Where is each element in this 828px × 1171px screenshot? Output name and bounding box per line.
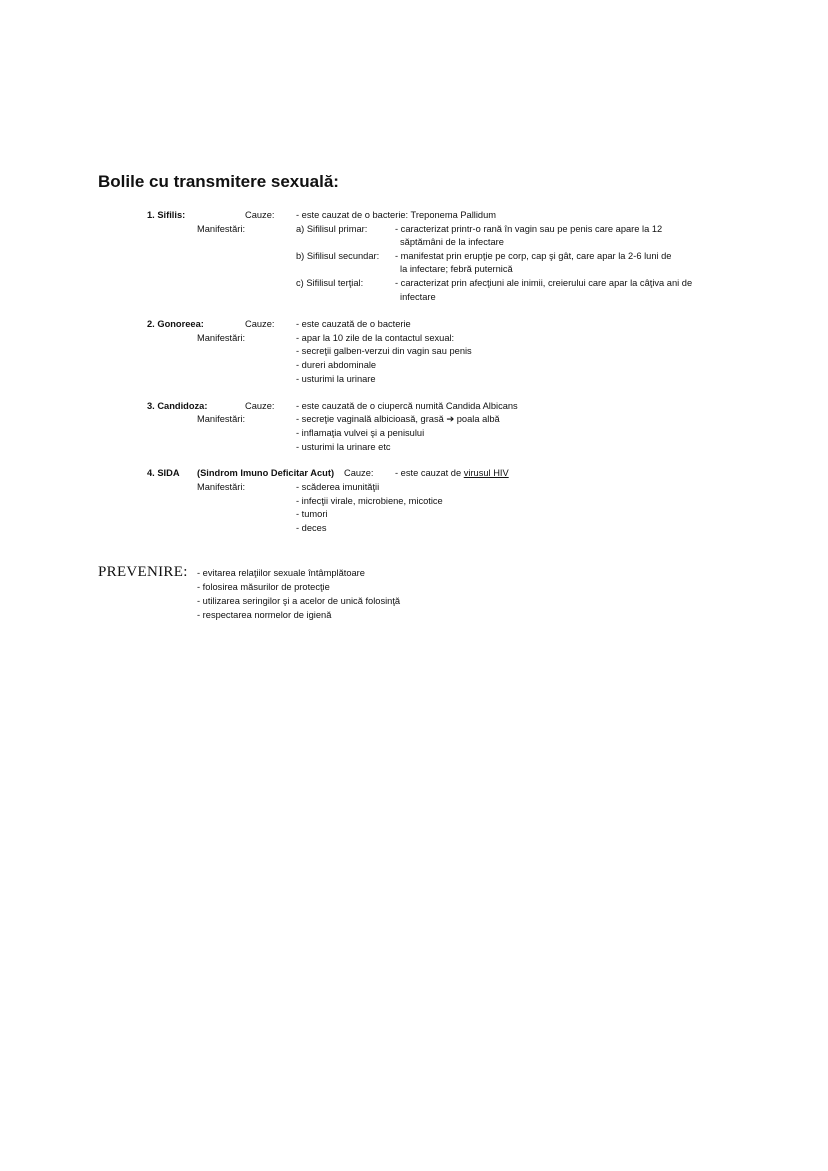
manifestare-item: - usturimi la urinare bbox=[296, 374, 376, 384]
stage-text: săptămâni de la infectare bbox=[400, 237, 504, 247]
cauze-label: Cauze: bbox=[344, 468, 374, 478]
stage-label: c) Sifilisul terţial: bbox=[296, 278, 364, 288]
manifestari-label: Manifestări: bbox=[197, 224, 246, 234]
prevenire-item: - utilizarea seringilor şi a acelor de unică folosinţă bbox=[197, 596, 401, 606]
disease-fullname: (Sindrom Imuno Deficitar Acut) bbox=[197, 468, 335, 478]
manifestare-item: - inflamaţia vulvei şi a penisului bbox=[296, 428, 425, 438]
manifestare-item: - tumori bbox=[296, 509, 328, 519]
prevenire-heading: PREVENIRE: bbox=[98, 564, 188, 580]
manifestari-label: Manifestări: bbox=[197, 333, 246, 343]
stage-text: - caracterizat prin afecţiuni ale inimii, creierului care apar la câţiva ani de bbox=[395, 278, 693, 288]
manifestari-label: Manifestări: bbox=[197, 414, 246, 424]
manifestare-item: - secreţie vaginală albicioasă, grasă ➔ poala albă bbox=[296, 414, 500, 424]
cauze-text: - este cauzată de o bacterie bbox=[296, 319, 411, 329]
stage-text: - manifestat prin erupţie pe corp, cap şi gât, care apar la 2-6 luni de bbox=[395, 251, 672, 261]
cauze-label: Cauze: bbox=[245, 401, 275, 411]
stage-text: infectare bbox=[400, 292, 436, 302]
disease-name: 2. Gonoreea: bbox=[147, 319, 204, 329]
manifestare-item: - dureri abdominale bbox=[296, 360, 377, 370]
prevenire-item: - evitarea relaţiilor sexuale întâmplătoare bbox=[197, 568, 365, 578]
stage-label: a) Sifilisul primar: bbox=[296, 224, 368, 234]
cauze-text: - este cauzat de o bacterie: Treponema Pallidum bbox=[296, 210, 496, 220]
cauze-label: Cauze: bbox=[245, 210, 275, 220]
cauze-label: Cauze: bbox=[245, 319, 275, 329]
stage-label: b) Sifilisul secundar: bbox=[296, 251, 380, 261]
manifestare-item: - usturimi la urinare etc bbox=[296, 442, 391, 452]
disease-name: 3. Candidoza: bbox=[147, 401, 208, 411]
manifestare-item: - infecţii virale, microbiene, micotice bbox=[296, 496, 443, 506]
cauze-text bbox=[395, 467, 509, 479]
manifestare-item: - secreţii galben-verzui din vagin sau penis bbox=[296, 346, 472, 356]
stage-text: la infectare; febră puternică bbox=[400, 264, 513, 274]
prevenire-item: - respectarea normelor de igienă bbox=[197, 610, 332, 620]
disease-name: 4. SIDA bbox=[147, 468, 180, 478]
stage-text: - caracterizat printr-o rană în vagin sau pe penis care apare la 12 bbox=[395, 224, 663, 234]
manifestare-item: - deces bbox=[296, 523, 327, 533]
cauze-prefix: - este cauzat de bbox=[395, 468, 462, 478]
prevenire-item: - folosirea măsurilor de protecţie bbox=[197, 582, 330, 592]
manifestari-label: Manifestări: bbox=[197, 482, 246, 492]
page-title: Bolile cu transmitere sexuală: bbox=[98, 172, 339, 191]
disease-name: 1. Sifilis: bbox=[147, 210, 186, 220]
virus-link: virusul HIV bbox=[463, 468, 509, 478]
manifestare-item: - scăderea imunităţii bbox=[296, 482, 380, 492]
cauze-text: - este cauzată de o ciupercă numită Candida Albicans bbox=[296, 401, 518, 411]
manifestare-item: - apar la 10 zile de la contactul sexual: bbox=[296, 333, 455, 343]
